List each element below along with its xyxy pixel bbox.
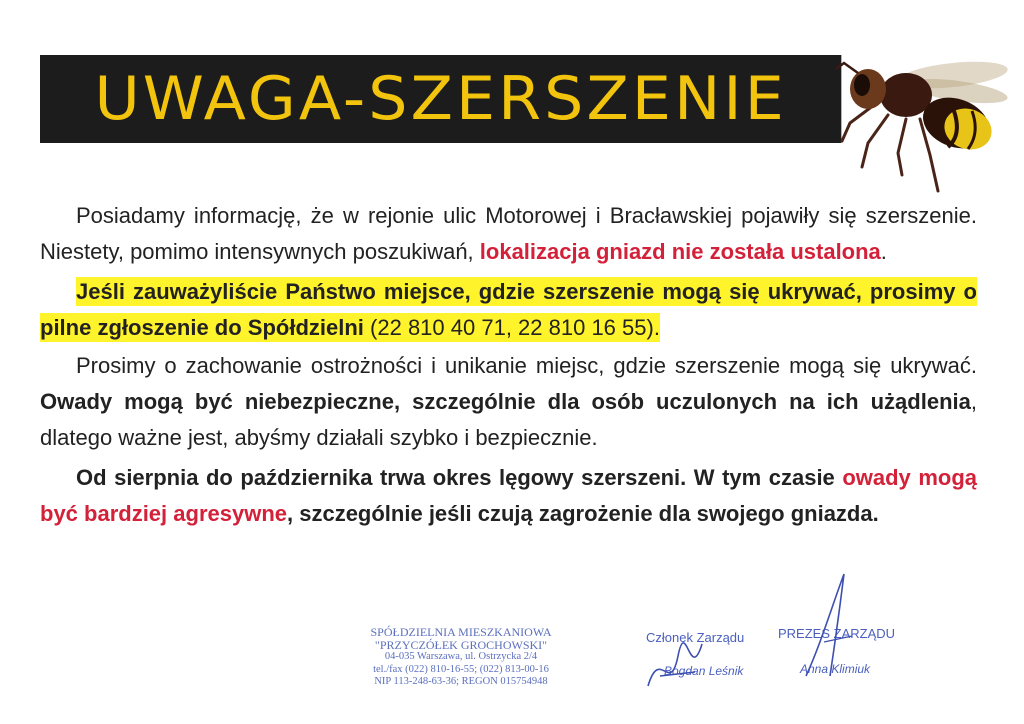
signature-2-scribble <box>800 566 870 686</box>
signature-2-name: Anna Klimiuk <box>800 662 871 676</box>
paragraph-1-text: Posiadamy informację, że w rejonie ulic Motorowej i Bracławskiej pojawiły się szerszenie. Niestety, pomimo intensywnych poszukiwań, <box>40 203 977 264</box>
paragraph-2-bold: Jeśli zauważyliście Państwo miejsce, gdzie szerszenie mogą się ukrywać, prosimy o pilne zgłoszenie do Spółdzielni <box>40 279 977 340</box>
highlighted-notice <box>40 277 977 342</box>
paragraph-1-red: lokalizacja gniazd nie została ustalona <box>479 239 881 264</box>
signature-1-scribble <box>640 636 710 696</box>
paragraph-3-bold: Owady mogą być niebezpieczne, szczególnie dla osób uczulonych na ich użądlenia <box>40 389 971 414</box>
paragraph-4-red: owady mogą być bardziej agresywne <box>40 465 977 526</box>
signature-2-role: PREZES ZARZĄDU <box>778 626 896 641</box>
phone-numbers: (22 810 40 71, 22 810 16 55). <box>363 315 660 340</box>
stamp-line-3: 04-035 Warszawa, ul. Ostrzycka 2/4 <box>384 651 538 662</box>
paragraph-4 <box>40 460 977 532</box>
stamp-line-1: SPÓŁDZIELNIA MIESZKANIOWA <box>370 625 552 639</box>
hornet-image <box>828 45 1008 195</box>
paragraph-3-end: , dlatego ważne jest, abyśmy działali szybko i bezpiecznie. <box>40 389 977 450</box>
announcement-body <box>40 198 977 536</box>
stamp-line-2: "PRZYCZÓŁEK GROCHOWSKI" <box>374 637 548 652</box>
stamp-line-5: NIP 113-248-63-36; REGON 015754948 <box>374 676 548 687</box>
cooperative-stamp <box>356 626 566 689</box>
signature-1-role: Członek Zarządu <box>646 630 745 645</box>
paragraph-2 <box>40 274 977 346</box>
paragraph-1 <box>40 198 977 270</box>
paragraph-1-end: . <box>880 239 887 264</box>
paragraph-4-end: , szczególnie jeśli czują zagrożenie dla swojego gniazda. <box>287 501 879 526</box>
paragraph-4-text: Od sierpnia do października trwa okres lęgowy szerszeni. W tym czasie <box>76 465 843 490</box>
page-title: UWAGA-SZERSZENIE <box>40 55 841 143</box>
signature-1-name: Bogdan Leśnik <box>664 664 744 678</box>
stamp-line-4: tel./fax (022) 810-16-55; (022) 813-00-16 <box>373 663 549 675</box>
paragraph-3 <box>40 348 977 456</box>
paragraph-3-text: Prosimy o zachowanie ostrożności i unikanie miejsc, gdzie szerszenie mogą się ukrywać. <box>76 353 977 378</box>
